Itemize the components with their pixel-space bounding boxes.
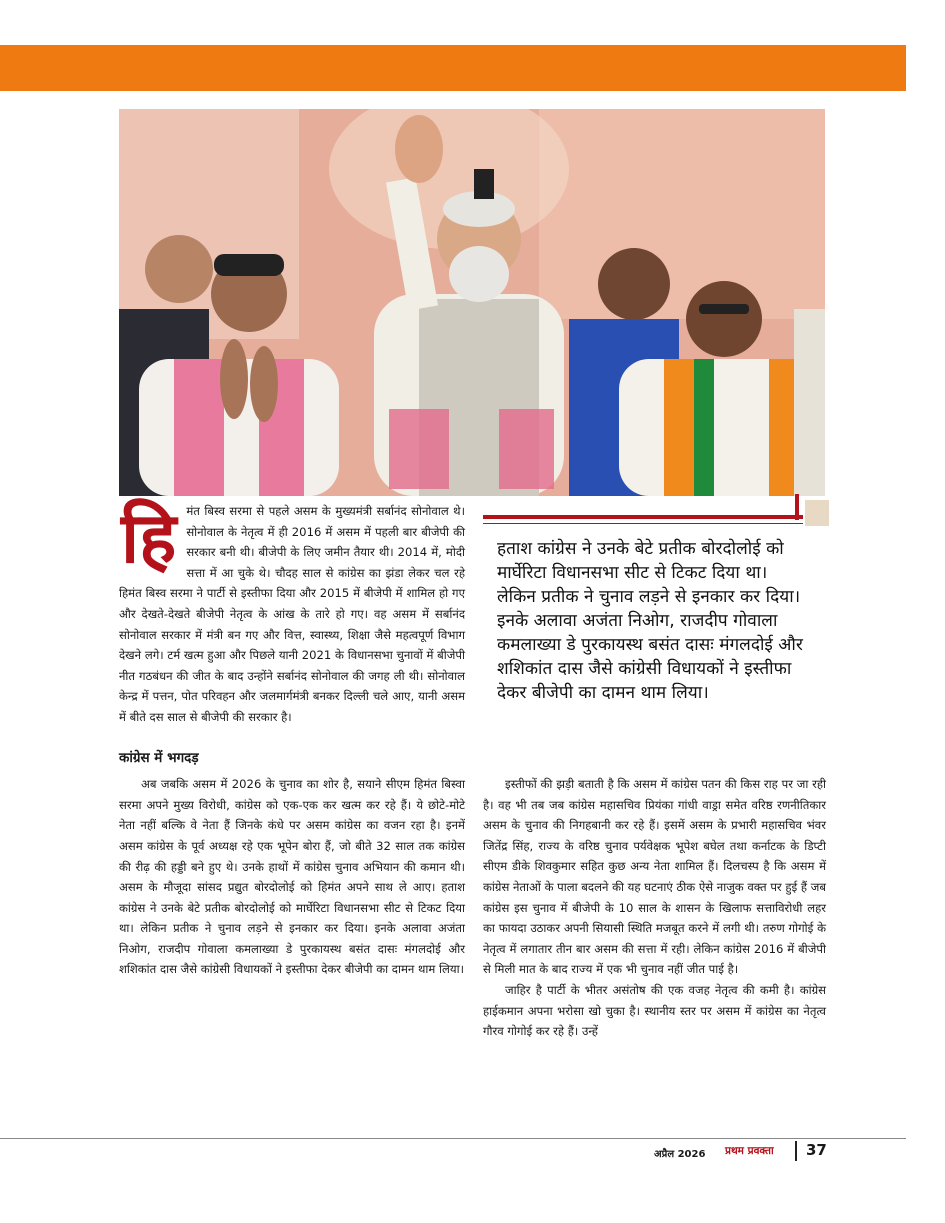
intro-paragraph: मंत बिस्व सरमा से पहले असम के मुख्यमंत्री सर्बानंद सोनोवाल थे। सोनोवाल के नेतृत्व में ही 2016 में असम में पहली बार बीजेपी की सरकार बनी थी। बीजेपी के लिए जमीन तैयार थी। 2014 में, मोदी सत्ता में आ चुके थे। चौदह साल से कांग्रेस का झंडा लेकर चल रहे हिमंत बिस्व सरमा ने पार्टी से इस्तीफा दिया और 2015 में बीजेपी में शामिल हो गए और देखते-देखते बीजेपी नेतृत्व के आंख के तारे हो गए। वह असम में सर्बानंद सोनोवाल सरकार में मंत्री बन गए और वित्त, स्वास्थ्य, शिक्षा जैसे महत्वपूर्ण विभाग देखने लगे। टर्म खत्म हुआ और पिछले यानी 2021 के विधानसभा चुनावों में बीजेपी नीत गठबंधन की जीत के बाद उन्होंने सर्बानंद सोनोवाल की जगह ली थी। सोनोवाल केन्द्र में पत्तन, पोत परिवहन और जलमार्गमंत्री बनकर दिल्ली चले आए, यानी असम में बीते दस साल से बीजेपी की सरकार है।	[119, 504, 465, 724]
footer-rule	[0, 1138, 906, 1139]
dropcap: हि	[121, 496, 177, 579]
pullquote-top-rule-thin	[483, 523, 803, 524]
pullquote-side-rule	[795, 494, 799, 520]
pullquote-corner-box	[805, 500, 829, 526]
pull-quote: हताश कांग्रेस ने उनके बेटे प्रतीक बोरदोलोई को मार्घेरिटा विधानसभा सीट से टिकट दिया था। लेकिन प्रतीक ने चुनाव लड़ने से इनकार कर दिया। इनके अलावा अजंता निओग, राजदीप गोवाला कमलाख्या डे पुरकायस्थ बसंत दासः मंगलदोई और शशिकांत दास जैसे कांग्रेसी विधायकों ने इस्तीफा देकर बीजेपी का दामन थाम लिया।	[497, 539, 803, 703]
page-number: 37	[806, 1141, 827, 1159]
photo-illustration	[119, 109, 825, 496]
footer-separator	[795, 1141, 797, 1161]
rally-stage-photo	[119, 109, 825, 496]
footer-date: अप्रैल 2026	[654, 1149, 706, 1160]
footer-brand-logo: प्रथम प्रवक्ता	[725, 1145, 774, 1157]
header-accent-bar	[0, 45, 906, 91]
article-right-column	[483, 774, 826, 1042]
section-subheading: कांग्रेस में भगदड़	[119, 749, 199, 766]
section-paragraph: अब जबकि असम में 2026 के चुनाव का शोर है, सयाने सीएम हिमंत बिस्वा सरमा अपने मुख्य विरोधी, कांग्रेस को एक-एक कर खत्म कर रहे हैं। ये छोटे-मोटे नेता नहीं बल्कि वे नेता हैं जिनके कंधे पर असम कांग्रेस का वजन रहा है। इनमें असम कांग्रेस के पूर्व अध्यक्ष रहे एक भूपेन बोरा हैं, जो बीते 32 साल तक कांग्रेस की रीढ़ की हड्डी बने हुए थे। उनके हाथों में कांग्रेस चुनाव अभियान की कमान थी। असम के मौजूदा सांसद प्रद्युत बोरदोलोई को हिमंत अपने साथ ले आए। हताश कांग्रेस ने उनके बेटे प्रतीक बोरदोलोई को मार्घेरिटा विधानसभा सीट से टिकट दिया था। लेकिन प्रतीक ने चुनाव लड़ने से इनकार कर दिया। इनके अलावा अजंता निओग, राजदीप गोवाला कमलाख्या डे पुरकायस्थ बसंत दासः मंगलदोई और शशिकांत दास जैसे कांग्रेसी विधायकों ने इस्तीफा देकर बीजेपी का दामन थाम लिया।	[119, 777, 465, 977]
right-paragraph-1: इस्तीफों की झड़ी बताती है कि असम में कांग्रेस पतन की किस राह पर जा रही है। वह भी तब जब कांग्रेस महासचिव प्रियंका गांधी वाड्रा समेत वरिष्ठ रणनीतिकार असम के चुनाव की निगहबानी कर रहे हैं। इसमें असम के प्रभारी महासचिव भंवर जितेंद्र सिंह, राज्य के वरिष्ठ चुनाव पर्यवेक्षक भूपेश बघेल तथा कर्नाटक के डिप्टी सीएम डीके शिवकुमार सहित कुछ अन्य नेता शामिल हैं। दिलचस्प है कि असम में कांग्रेस नेताओं के पाला बदलने की यह घटनाएं ठीक ऐसे नाजुक वक्त पर हुई हैं जब कांग्रेस इस चुनाव में बीजेपी के 10 साल के शासन के खिलाफ सत्ताविरोधी लहर का फायदा उठाकर अपनी सियासी स्थिति मजबूत करने में लगी थी। तरुण गोगोई के नेतृत्व में लगातार तीन बार असम की सत्ता में रही। लेकिन कांग्रेस 2016 में बीजेपी से मिली मात के बाद राज्य में एक भी चुनाव नहीं जीत पाई है।	[483, 777, 826, 977]
pullquote-top-rule	[483, 515, 803, 519]
right-paragraph-2: जाहिर है पार्टी के भीतर असंतोष की एक वजह नेतृत्व की कमी है। कांग्रेस हाईकमान अपना भरोसा खो चुका है। स्थानीय स्तर पर असम में कांग्रेस का नेतृत्व गौरव गोगोई कर रहे हैं। उन्हें	[483, 982, 826, 1039]
article-left-column	[119, 496, 465, 980]
